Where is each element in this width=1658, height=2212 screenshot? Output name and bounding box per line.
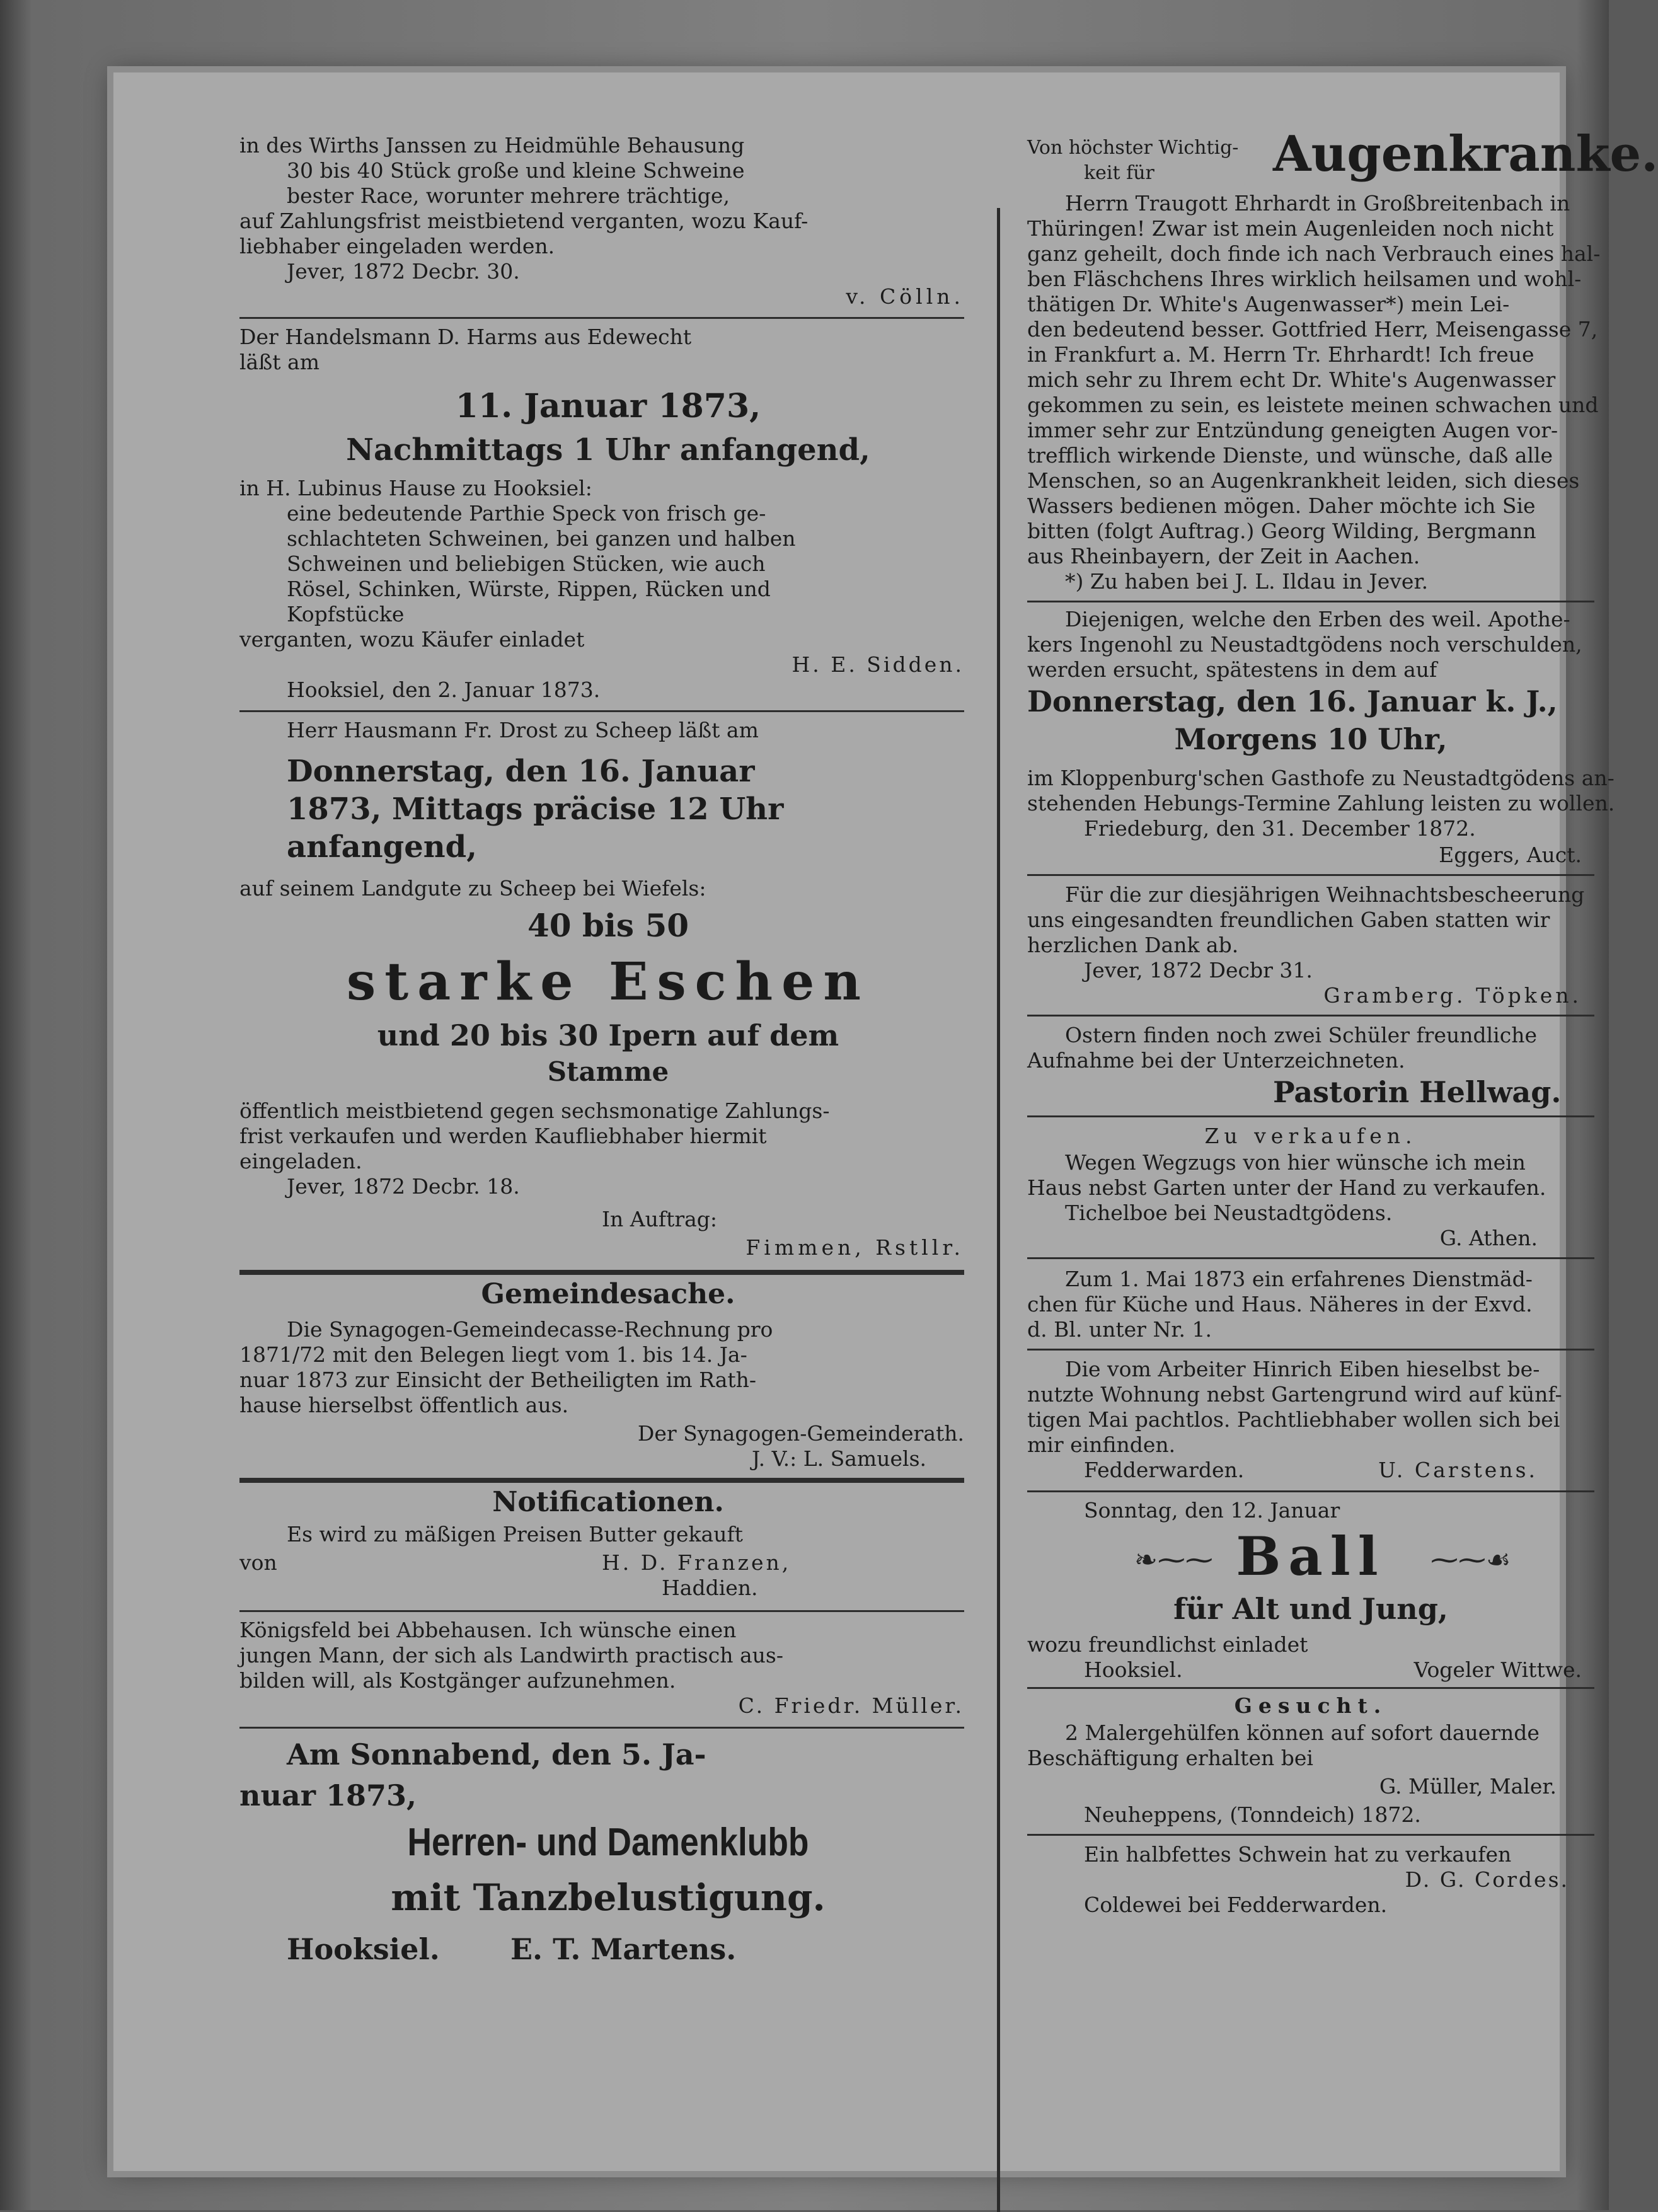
headline-count: 40 bis 50: [527, 907, 689, 944]
text-line: auf Zahlungsfrist meistbietend verganten, wozu Kauf-: [239, 209, 809, 233]
headline-line: Morgens 10 Uhr,: [1174, 722, 1448, 756]
text-line: Wegen Wegzugs von hier wünsche ich mein: [1065, 1150, 1526, 1175]
separator: [1027, 601, 1594, 602]
headline-date: 11. Januar 1873,: [455, 387, 761, 425]
text-line: bilden will, als Kostgänger aufzunehmen.: [239, 1668, 676, 1693]
text-line: uns eingesandten freundlichen Gaben statten wir: [1027, 907, 1550, 932]
column-divider: [997, 208, 1000, 2212]
signature: Vogeler Wittwe.: [1413, 1657, 1582, 1682]
text-line: Herr Hausmann Fr. Drost zu Scheep läßt am: [287, 718, 759, 742]
text-line: Wassers bedienen mögen. Daher möchte ich Sie: [1027, 493, 1536, 518]
text-line: gekommen zu sein, es leistete meinen schwachen und: [1027, 393, 1599, 417]
signature: H. E. Sidden.: [792, 652, 964, 677]
separator: [239, 710, 964, 712]
text-line: den bedeutend besser. Gottfried Herr, Meisengasse 7,: [1027, 317, 1598, 342]
headline-line: Donnerstag, den 16. Januar: [287, 754, 755, 789]
text-line: frist verkaufen und werden Kaufliebhaber hiermit: [239, 1124, 767, 1148]
text-line: Es wird zu mäßigen Preisen Butter gekauft: [287, 1522, 743, 1547]
text-line: Herrn Traugott Ehrhardt in Großbreitenbach in: [1065, 191, 1570, 216]
section-title: Notificationen.: [492, 1486, 724, 1518]
text-line: schlachteten Schweinen, bei ganzen und halben: [287, 526, 796, 551]
text-line: im Kloppenburg'schen Gasthofe zu Neustadtgödens an-: [1027, 766, 1615, 790]
dateline: Jever, 1872 Decbr. 18.: [287, 1174, 520, 1199]
separator: [239, 317, 964, 319]
text-line: läßt am: [239, 350, 320, 374]
text-line: eine bedeutende Parthie Speck von frisch ge-: [287, 501, 766, 526]
text-line: Ostern finden noch zwei Schüler freundliche: [1065, 1023, 1537, 1047]
text-line: nutzte Wohnung nebst Gartengrund wird auf künf-: [1027, 1382, 1562, 1407]
separator: [1027, 1490, 1594, 1492]
text-line: Der Handelsmann D. Harms aus Edewecht: [239, 325, 692, 349]
text-line: In Auftrag:: [602, 1207, 718, 1231]
text-line: Von höchster Wichtig-: [1027, 137, 1239, 159]
headline-big: Ball: [1236, 1525, 1386, 1587]
signature: E. T. Martens.: [510, 1932, 737, 1966]
text-line: thätigen Dr. White's Augenwasser*) mein Lei-: [1027, 292, 1510, 316]
headline-big: Herren- und Damenklubb: [407, 1821, 809, 1864]
text-line: verganten, wozu Käufer einladet: [239, 627, 585, 652]
text-line: Haddien.: [662, 1575, 758, 1600]
text-line: eingeladen.: [239, 1149, 362, 1173]
signature: Fimmen, Rstllr.: [746, 1235, 964, 1260]
text-line: Ein halbfettes Schwein hat zu verkaufen: [1084, 1842, 1512, 1867]
text-line: nuar 1873 zur Einsicht der Betheiligten im Rath-: [239, 1368, 757, 1392]
signature: Der Synagogen-Gemeinderath.: [637, 1421, 964, 1446]
text-line: Die Synagogen-Gemeindecasse-Rechnung pro: [287, 1317, 773, 1342]
text-line: Diejenigen, welche den Erben des weil. Apothe-: [1065, 607, 1570, 631]
signature: H. D. Franzen,: [602, 1550, 792, 1575]
newspaper-page: [113, 72, 1658, 2171]
text-line: Sonntag, den 12. Januar: [1084, 1498, 1340, 1523]
text-line: in des Wirths Janssen zu Heidmühle Behausung: [239, 133, 745, 158]
dateline: Fedderwarden.: [1084, 1458, 1245, 1482]
headline-line: anfangend,: [287, 829, 477, 865]
signature: G. Müller, Maler.: [1379, 1774, 1557, 1799]
section-title: Zu verkaufen.: [1204, 1124, 1417, 1148]
text-line: hause hierselbst öffentlich aus.: [239, 1393, 569, 1417]
headline-line: Stamme: [547, 1056, 669, 1087]
headline-line: Am Sonnabend, den 5. Ja-: [287, 1737, 706, 1771]
headline-line: und 20 bis 30 Ipern auf dem: [377, 1018, 839, 1052]
text-line: Coldewei bei Fedderwarden.: [1084, 1892, 1388, 1917]
text-line: d. Bl. unter Nr. 1.: [1027, 1317, 1212, 1342]
signature: Gramberg. Töpken.: [1323, 983, 1582, 1008]
headline-big: mit Tanzbelustigung.: [391, 1876, 826, 1919]
text-line: Rösel, Schinken, Würste, Rippen, Rücken und: [287, 577, 771, 601]
headline-line: nuar 1873,: [239, 1778, 417, 1812]
text-line: werden ersucht, spätestens in dem auf: [1027, 657, 1437, 682]
separator: [1027, 874, 1594, 876]
text-line: Aufnahme bei der Unterzeichneten.: [1027, 1048, 1405, 1073]
footnote: *) Zu haben bei J. L. Ildau in Jever.: [1065, 569, 1429, 594]
text-line: Beschäftigung erhalten bei: [1027, 1746, 1313, 1770]
separator: [1027, 1687, 1594, 1689]
signature: v. Cölln.: [846, 284, 964, 309]
flourish-left-icon: ❧⁓⁓: [1134, 1544, 1213, 1576]
text-line: liebhaber eingeladen werden.: [239, 234, 555, 258]
separator-thick: [239, 1270, 964, 1275]
section-title: Gemeindesache.: [481, 1278, 735, 1310]
text-line: Für die zur diesjährigen Weihnachtsbescheerung: [1065, 882, 1585, 907]
dateline: Hooksiel, den 2. Januar 1873.: [287, 677, 601, 702]
text-line: keit für: [1084, 162, 1154, 184]
text-line: auf seinem Landgute zu Scheep bei Wiefels:: [239, 876, 706, 901]
signature: U. Carstens.: [1378, 1458, 1538, 1482]
text-line: Königsfeld bei Abbehausen. Ich wünsche einen: [239, 1618, 737, 1642]
text-line: Menschen, so an Augenkrankheit leiden, sich dieses: [1027, 468, 1580, 493]
text-line: 2 Malergehülfen können auf sofort dauernde: [1065, 1720, 1540, 1745]
text-line: mich sehr zu Ihrem echt Dr. White's Augenwasser: [1027, 367, 1556, 392]
text-line: stehenden Hebungs-Termine Zahlung leisten zu wollen.: [1027, 791, 1615, 815]
signature: Eggers, Auct.: [1439, 843, 1582, 867]
text-line: 30 bis 40 Stück große und kleine Schweine: [287, 158, 745, 183]
headline-line: Donnerstag, den 16. Januar k. J.,: [1027, 684, 1558, 718]
text-line: herzlichen Dank ab.: [1027, 933, 1239, 957]
signature-place: Hooksiel.: [287, 1932, 440, 1966]
text-line: immer sehr zur Entzündung geneigten Augen vor-: [1027, 418, 1558, 442]
text-line: chen für Küche und Haus. Näheres in der Exvd.: [1027, 1292, 1533, 1316]
text-line: wozu freundlichst einladet: [1027, 1632, 1308, 1657]
text-line: Zum 1. Mai 1873 ein erfahrenes Dienstmäd-: [1065, 1267, 1533, 1291]
text-line: Kopfstücke: [287, 602, 405, 626]
signature: Pastorin Hellwag.: [1273, 1075, 1562, 1109]
signature: D. G. Cordes.: [1405, 1867, 1569, 1892]
text-line: in H. Lubinus Hause zu Hooksiel:: [239, 476, 592, 500]
text-line: in Frankfurt a. M. Herrn Tr. Ehrhardt! Ich freue: [1027, 342, 1534, 367]
flourish-right-icon: ⁓⁓☙: [1431, 1544, 1511, 1576]
text-line: trefflich wirkende Dienste, und wünsche, daß alle: [1027, 443, 1553, 468]
separator: [1027, 1834, 1594, 1836]
text-line: aus Rheinbayern, der Zeit in Aachen.: [1027, 544, 1420, 568]
text-line: Thüringen! Zwar ist mein Augenleiden noch nicht: [1027, 216, 1554, 241]
signature: C. Friedr. Müller.: [738, 1693, 964, 1718]
separator: [239, 1610, 964, 1612]
headline-line: 1873, Mittags präcise 12 Uhr: [287, 792, 784, 827]
text-line: jungen Mann, der sich als Landwirth practisch aus-: [239, 1643, 783, 1668]
text-line: Schweinen und beliebigen Stücken, wie auch: [287, 551, 766, 576]
section-title: Gesucht.: [1234, 1693, 1388, 1718]
dateline: Friedeburg, den 31. December 1872.: [1084, 816, 1476, 841]
text-line: Die vom Arbeiter Hinrich Eiben hieselbst be-: [1065, 1357, 1540, 1381]
headline-time: Nachmittags 1 Uhr anfangend,: [346, 432, 870, 468]
text-line: 1871/72 mit den Belegen liegt vom 1. bis 14. Ja-: [239, 1342, 747, 1367]
text-line: Haus nebst Garten unter der Hand zu verkaufen.: [1027, 1175, 1546, 1200]
separator: [1027, 1257, 1594, 1259]
headline-big: Augenkranke.: [1273, 125, 1658, 183]
text-line: bester Race, worunter mehrere trächtige,: [287, 183, 730, 208]
text-line: tigen Mai pachtlos. Pachtliebhaber wollen sich bei: [1027, 1407, 1560, 1432]
text-line: ben Fläschchens Ihres wirklich heilsamen und wohl-: [1027, 267, 1582, 291]
headline-big: starke Eschen: [347, 952, 870, 1012]
text-line: bitten (folgt Auftrag.) Georg Wilding, Bergmann: [1027, 519, 1536, 543]
dateline: Jever, 1872 Decbr 31.: [1084, 958, 1313, 982]
text-line: von: [239, 1550, 277, 1575]
text-line: kers Ingenohl zu Neustadtgödens noch verschulden,: [1027, 632, 1582, 657]
text-line: Tichelboe bei Neustadtgödens.: [1065, 1201, 1393, 1225]
headline-line: für Alt und Jung,: [1173, 1592, 1448, 1626]
text-line: mir einfinden.: [1027, 1432, 1176, 1457]
separator: [1027, 1115, 1594, 1117]
separator-thick: [239, 1478, 964, 1483]
separator: [1027, 1015, 1594, 1017]
separator: [1027, 1349, 1594, 1351]
separator: [239, 1727, 964, 1729]
text-line: öffentlich meistbietend gegen sechsmonatige Zahlungs-: [239, 1098, 830, 1123]
dateline: Neuheppens, (Tonndeich) 1872.: [1084, 1802, 1421, 1827]
text-line: ganz geheilt, doch finde ich nach Verbrauch eines hal-: [1027, 241, 1601, 266]
dateline: Hooksiel.: [1084, 1657, 1183, 1682]
signature: J. V.: L. Samuels.: [751, 1446, 926, 1471]
dateline: Jever, 1872 Decbr. 30.: [287, 259, 520, 284]
signature: G. Athen.: [1439, 1226, 1538, 1250]
